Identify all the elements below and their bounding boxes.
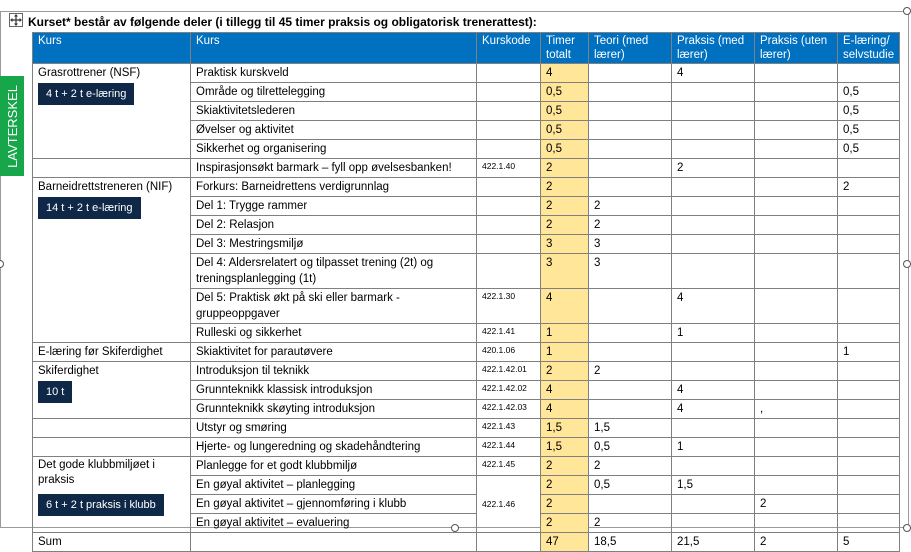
course-name: Del 3: Mestringsmiljø xyxy=(191,235,477,254)
course-practice-teacher xyxy=(672,121,755,140)
course-theory xyxy=(589,121,672,140)
course-theory: 0,5 xyxy=(589,438,672,457)
course-elearning: 0,5 xyxy=(838,102,900,121)
table-row xyxy=(33,343,900,362)
course-hours: 2 xyxy=(541,476,589,495)
course-name: Inspirasjonsøkt barmark – fyll opp øvelsesbanken! xyxy=(191,159,477,178)
group-cell-empty xyxy=(33,159,191,178)
course-theory: 2 xyxy=(589,457,672,476)
course-practice-teacher xyxy=(672,102,755,121)
course-name: Introduksjon til teknikk xyxy=(191,362,477,381)
resize-handle-bottom-right[interactable] xyxy=(903,524,911,532)
course-elearning xyxy=(838,289,900,324)
course-name: En gøyal aktivitet – gjennomføring i klubb xyxy=(191,495,477,514)
table-row xyxy=(33,159,900,178)
course-hours: 3 xyxy=(541,254,589,289)
course-elearning xyxy=(838,438,900,457)
course-practice-no-teacher xyxy=(755,457,838,476)
course-name: Del 4: Aldersrelatert og tilpasset trening (2t) og treningsplanlegging (1t) xyxy=(191,254,477,289)
course-practice-teacher: 2 xyxy=(672,159,755,178)
course-name: Grunnteknikk skøyting introduksjon xyxy=(191,400,477,419)
course-practice-teacher: 4 xyxy=(672,400,755,419)
course-elearning xyxy=(838,419,900,438)
page-title: Kurset* består av følgende deler (i tillegg til 45 timer praksis og obligatorisk trenerattest): xyxy=(28,15,537,29)
course-theory xyxy=(589,289,672,324)
group-name: Barneidrettstreneren (NIF) xyxy=(38,181,173,193)
course-practice-teacher: 4 xyxy=(672,289,755,324)
course-hours: 1,5 xyxy=(541,438,589,457)
table-row xyxy=(33,64,900,83)
course-theory: 2 xyxy=(589,216,672,235)
header-practice-no-teacher: Praksis (uten lærer) xyxy=(755,33,838,64)
course-code: 422.1.43 xyxy=(477,419,541,438)
course-name: Utstyr og smøring xyxy=(191,419,477,438)
course-elearning: 0,5 xyxy=(838,83,900,102)
course-code: 420.1.06 xyxy=(477,343,541,362)
sum-label: Sum xyxy=(33,533,191,552)
course-practice-no-teacher: 2 xyxy=(755,495,838,514)
table-row xyxy=(33,457,900,476)
course-practice-teacher: 1 xyxy=(672,324,755,343)
course-practice-teacher xyxy=(672,83,755,102)
course-name: Praktisk kurskveld xyxy=(191,64,477,83)
course-practice-teacher xyxy=(672,419,755,438)
sum-row xyxy=(33,533,900,552)
header-group: Kurs xyxy=(33,33,191,64)
course-elearning xyxy=(838,381,900,400)
course-name: Del 1: Trygge rammer xyxy=(191,197,477,216)
course-code: 422.1.40 xyxy=(477,159,541,178)
header-elearning: E-læring/ selvstudie xyxy=(838,33,900,64)
course-theory: 1,5 xyxy=(589,419,672,438)
course-practice-no-teacher xyxy=(755,197,838,216)
course-theory: 0,5 xyxy=(589,476,672,495)
course-code: 422.1.45 xyxy=(477,457,541,476)
course-practice-teacher xyxy=(672,343,755,362)
course-practice-teacher: 4 xyxy=(672,64,755,83)
course-hours: 1,5 xyxy=(541,419,589,438)
course-code xyxy=(477,235,541,254)
course-name: Rulleski og sikkerhet xyxy=(191,324,477,343)
course-practice-no-teacher xyxy=(755,476,838,495)
course-hours: 4 xyxy=(541,64,589,83)
course-code: 422.1.46 xyxy=(477,476,541,533)
course-practice-teacher xyxy=(672,362,755,381)
course-hours: 2 xyxy=(541,495,589,514)
course-elearning xyxy=(838,362,900,381)
course-name: Sikkerhet og organisering xyxy=(191,140,477,159)
course-practice-no-teacher xyxy=(755,343,838,362)
course-hours: 0,5 xyxy=(541,140,589,159)
group-badge: 4 t + 2 t e-læring xyxy=(38,83,134,105)
course-name: En gøyal aktivitet – planlegging xyxy=(191,476,477,495)
group-cell-skiferdighet xyxy=(33,362,191,419)
course-practice-no-teacher xyxy=(755,121,838,140)
course-practice-teacher xyxy=(672,495,755,514)
course-elearning xyxy=(838,216,900,235)
course-hours: 2 xyxy=(541,362,589,381)
group-badge: 6 t + 2 t praksis i klubb xyxy=(38,494,164,516)
course-code: 422.1.44 xyxy=(477,438,541,457)
course-theory xyxy=(589,83,672,102)
table-move-icon[interactable] xyxy=(9,13,23,27)
header-course: Kurs xyxy=(191,33,477,64)
header-practice-teacher: Praksis (med lærer) xyxy=(672,33,755,64)
course-elearning xyxy=(838,254,900,289)
course-elearning: 2 xyxy=(838,178,900,197)
course-practice-no-teacher xyxy=(755,419,838,438)
table-row xyxy=(33,178,900,197)
course-code xyxy=(477,64,541,83)
sum-empty xyxy=(191,533,477,552)
course-hours: 2 xyxy=(541,457,589,476)
course-elearning xyxy=(838,457,900,476)
group-cell-barneidrettstreneren xyxy=(33,178,191,343)
course-hours: 2 xyxy=(541,197,589,216)
course-code xyxy=(477,140,541,159)
course-name: Skiaktivitetslederen xyxy=(191,102,477,121)
course-elearning xyxy=(838,324,900,343)
course-practice-no-teacher: , xyxy=(755,400,838,419)
course-practice-no-teacher xyxy=(755,381,838,400)
course-name: Øvelser og aktivitet xyxy=(191,121,477,140)
header-hours: Timer totalt xyxy=(541,33,589,64)
course-elearning xyxy=(838,476,900,495)
course-practice-teacher xyxy=(672,235,755,254)
course-elearning xyxy=(838,64,900,83)
course-theory: 2 xyxy=(589,514,672,533)
header-row xyxy=(33,33,900,64)
side-tab-lavterskel: LAVTERSKEL xyxy=(0,76,24,176)
resize-handle-right[interactable] xyxy=(903,260,911,268)
course-practice-no-teacher xyxy=(755,289,838,324)
course-practice-teacher xyxy=(672,140,755,159)
course-theory: 2 xyxy=(589,197,672,216)
group-cell-empty xyxy=(33,438,191,457)
course-elearning: 0,5 xyxy=(838,140,900,159)
table-row xyxy=(33,438,900,457)
course-practice-teacher: 1,5 xyxy=(672,476,755,495)
group-cell-klubbmiljo xyxy=(33,457,191,533)
course-code: 422.1.42.01 xyxy=(477,362,541,381)
course-elearning: 0,5 xyxy=(838,121,900,140)
sum-practice-teacher: 21,5 xyxy=(672,533,755,552)
course-hours: 3 xyxy=(541,235,589,254)
course-name: Område og tilrettelegging xyxy=(191,83,477,102)
course-elearning: 1 xyxy=(838,343,900,362)
course-practice-teacher xyxy=(672,197,755,216)
course-hours: 1 xyxy=(541,343,589,362)
course-theory xyxy=(589,140,672,159)
group-badge: 14 t + 2 t e-læring xyxy=(38,197,141,219)
table-row xyxy=(33,362,900,381)
course-practice-no-teacher xyxy=(755,83,838,102)
course-name: En gøyal aktivitet – evaluering xyxy=(191,514,477,533)
group-cell-empty xyxy=(33,419,191,438)
header-theory: Teori (med lærer) xyxy=(589,33,672,64)
course-name: Planlegge for et godt klubbmiljø xyxy=(191,457,477,476)
course-theory: 2 xyxy=(589,362,672,381)
course-elearning xyxy=(838,400,900,419)
resize-handle-top-right[interactable] xyxy=(903,7,911,15)
course-name: Hjerte- og lungeredning og skadehåndtering xyxy=(191,438,477,457)
course-elearning xyxy=(838,514,900,533)
course-practice-no-teacher xyxy=(755,438,838,457)
course-code: 422.1.42.02 xyxy=(477,381,541,400)
course-name: Grunnteknikk klassisk introduksjon xyxy=(191,381,477,400)
course-code xyxy=(477,121,541,140)
course-theory xyxy=(589,381,672,400)
sum-theory: 18,5 xyxy=(589,533,672,552)
sum-empty xyxy=(477,533,541,552)
course-practice-no-teacher xyxy=(755,324,838,343)
course-practice-no-teacher xyxy=(755,235,838,254)
course-hours: 4 xyxy=(541,381,589,400)
course-hours: 2 xyxy=(541,216,589,235)
course-theory: 3 xyxy=(589,254,672,289)
course-code xyxy=(477,197,541,216)
course-name: Del 2: Relasjon xyxy=(191,216,477,235)
course-elearning xyxy=(838,235,900,254)
course-code: 422.1.42.03 xyxy=(477,400,541,419)
course-practice-no-teacher xyxy=(755,178,838,197)
course-name: Skiaktivitet for parautøvere xyxy=(191,343,477,362)
course-code xyxy=(477,254,541,289)
course-theory: 3 xyxy=(589,235,672,254)
sum-hours: 47 xyxy=(541,533,589,552)
course-practice-teacher xyxy=(672,254,755,289)
course-practice-no-teacher xyxy=(755,102,838,121)
group-name: Skiferdighet xyxy=(38,365,99,377)
course-name: Del 5: Praktisk økt på ski eller barmark - gruppeoppgaver xyxy=(191,289,477,324)
course-code xyxy=(477,216,541,235)
header-code: Kurskode xyxy=(477,33,541,64)
course-practice-teacher xyxy=(672,216,755,235)
course-hours: 1 xyxy=(541,324,589,343)
course-hours: 2 xyxy=(541,514,589,533)
course-practice-no-teacher xyxy=(755,216,838,235)
course-code xyxy=(477,102,541,121)
course-practice-no-teacher xyxy=(755,64,838,83)
course-practice-teacher xyxy=(672,457,755,476)
course-hours: 0,5 xyxy=(541,121,589,140)
course-theory xyxy=(589,324,672,343)
course-theory xyxy=(589,159,672,178)
group-name: E-læring før Skiferdighet xyxy=(38,346,163,358)
group-name: Grasrottrener (NSF) xyxy=(38,67,141,79)
course-practice-no-teacher xyxy=(755,362,838,381)
course-practice-teacher: 1 xyxy=(672,438,755,457)
sum-practice-no-teacher: 2 xyxy=(755,533,838,552)
course-practice-teacher xyxy=(672,514,755,533)
group-cell-grasrottrener xyxy=(33,64,191,159)
course-code: 422.1.30 xyxy=(477,289,541,324)
course-practice-no-teacher xyxy=(755,159,838,178)
course-hours: 4 xyxy=(541,289,589,324)
course-theory xyxy=(589,400,672,419)
course-name: Forkurs: Barneidrettens verdigrunnlag xyxy=(191,178,477,197)
course-elearning xyxy=(838,495,900,514)
group-badge: 10 t xyxy=(38,381,72,403)
course-practice-no-teacher xyxy=(755,514,838,533)
course-hours: 4 xyxy=(541,400,589,419)
course-theory xyxy=(589,495,672,514)
course-elearning xyxy=(838,197,900,216)
course-elearning xyxy=(838,159,900,178)
course-practice-teacher: 4 xyxy=(672,381,755,400)
course-code xyxy=(477,83,541,102)
course-code xyxy=(477,178,541,197)
course-hours: 2 xyxy=(541,178,589,197)
course-hours: 0,5 xyxy=(541,102,589,121)
course-table xyxy=(32,32,900,552)
course-code: 422.1.41 xyxy=(477,324,541,343)
course-practice-no-teacher xyxy=(755,254,838,289)
course-hours: 2 xyxy=(541,159,589,178)
course-practice-no-teacher xyxy=(755,140,838,159)
group-name: Det gode klubbmiljøet i praksis xyxy=(38,459,155,486)
group-cell-elaering-skiferdighet xyxy=(33,343,191,362)
course-theory xyxy=(589,343,672,362)
course-theory xyxy=(589,64,672,83)
course-theory xyxy=(589,178,672,197)
sum-elearning: 5 xyxy=(838,533,900,552)
table-row xyxy=(33,419,900,438)
course-practice-teacher xyxy=(672,178,755,197)
course-theory xyxy=(589,102,672,121)
course-hours: 0,5 xyxy=(541,83,589,102)
